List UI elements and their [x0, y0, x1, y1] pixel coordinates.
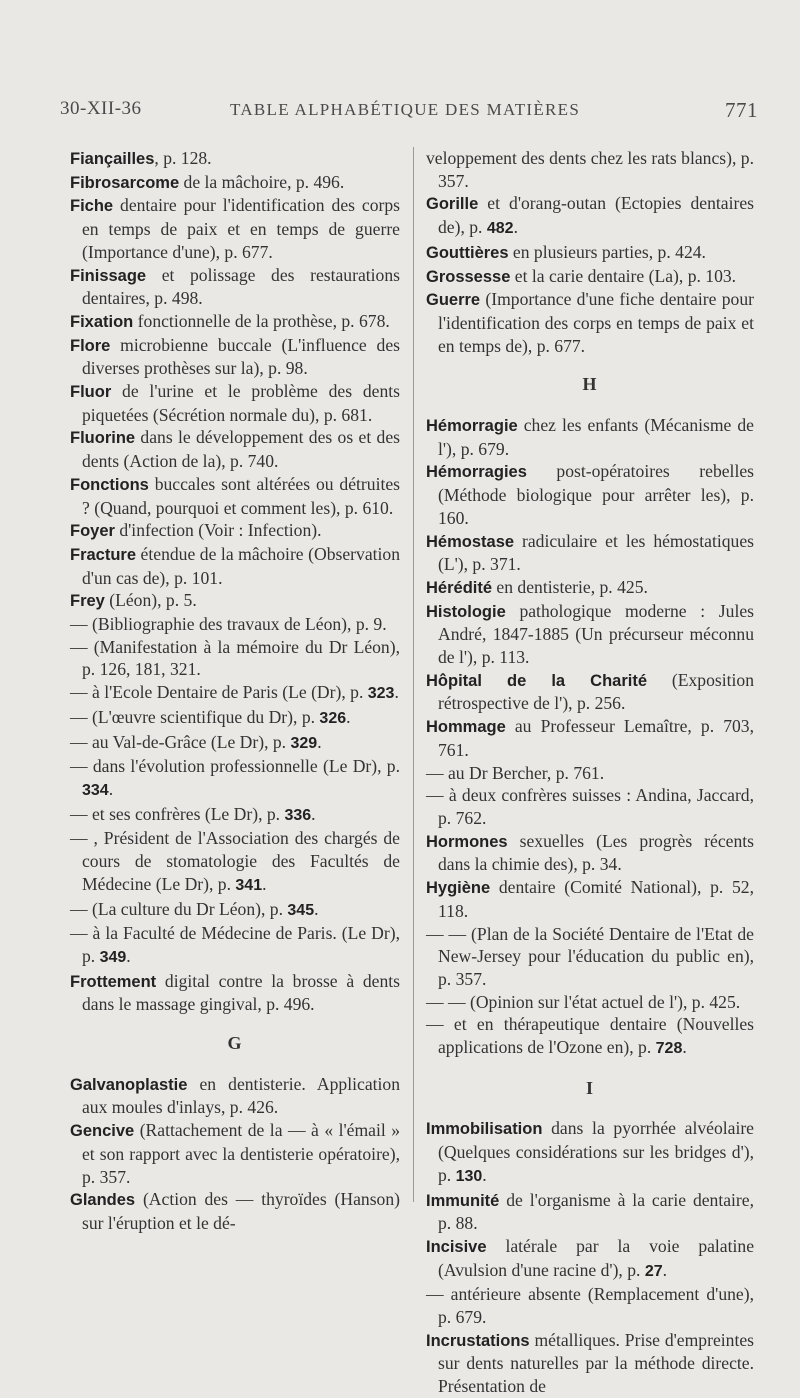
entry-heading: Immobilisation — [426, 1120, 543, 1139]
entry-page-bold: 336 — [284, 806, 312, 824]
left-column — [70, 147, 400, 1235]
entry-text: buccales sont altérées ou détruites ? (Quand, pourquoi et comment les), p. 610. — [82, 473, 400, 518]
entry-text: — — (Opinion sur l'état actuel de l'), p. 425. — [426, 991, 741, 1012]
page-number: 771 — [725, 98, 758, 122]
entry-tail: . — [126, 945, 131, 966]
entry-text: , p. 128. — [154, 148, 212, 168]
entry-text: (Rattachement de la — à « l'émail » et son rapport avec la dentisterie opératoire), p. 357. — [82, 1120, 400, 1187]
index-entry — [70, 636, 400, 681]
page-title: TABLE ALPHABÉTIQUE DES MATIÈRES — [230, 100, 581, 119]
entry-text: (Action des — thyroïdes (Hanson) sur l'éruption et le dé- — [82, 1189, 400, 1233]
entry-heading: Gouttières — [426, 243, 509, 262]
index-entry — [426, 147, 754, 192]
entry-heading: Fiançailles — [70, 150, 155, 168]
page-header — [60, 98, 758, 128]
index-entry — [70, 706, 400, 731]
entry-text: en dentisterie. Application aux moules d'inlays, p. 426. — [82, 1073, 400, 1118]
entry-heading: Flore — [70, 336, 111, 355]
entry-heading: Hérédité — [426, 578, 493, 597]
entry-heading: Hommage — [426, 718, 506, 737]
entry-heading: Fluorine — [70, 429, 136, 448]
index-entry — [426, 1283, 754, 1328]
entry-tail: . — [314, 898, 319, 919]
entry-heading: Fibrosarcome — [70, 173, 180, 192]
entry-text: veloppement des dents chez les rats blancs), p. 357. — [426, 148, 754, 191]
index-entry — [426, 923, 754, 991]
index-entry — [426, 192, 754, 240]
index-entry — [426, 460, 754, 529]
header-date: 30-XII-36 — [60, 98, 142, 119]
entry-page-bold: 349 — [99, 948, 127, 966]
index-entry — [426, 265, 754, 289]
index-entry — [70, 803, 400, 828]
entry-text: de la mâchoire, p. 496. — [179, 171, 345, 192]
entry-heading: Frey — [70, 592, 105, 611]
index-entry — [70, 681, 400, 706]
column-divider — [413, 147, 414, 1202]
entry-tail: . — [513, 217, 518, 238]
entry-text: dans la pyorrhée alvéolaire (Quelques considérations sur les bridges d'), p. — [438, 1118, 754, 1185]
entry-text: microbienne buccale (L'influence des diverses prothèses sur la), p. 98. — [82, 334, 400, 379]
entry-heading: Grossesse — [426, 267, 511, 286]
index-entry — [70, 613, 400, 636]
entry-heading: Incisive — [426, 1237, 487, 1256]
section-letter: G — [227, 1033, 243, 1054]
section-letter: I — [585, 1077, 594, 1098]
entry-text: d'infection (Voir : Infection). — [114, 520, 322, 541]
entry-text: sexuelles (Les progrès récents dans la chimie des), p. 34. — [438, 830, 754, 875]
entry-heading: Hémorragies — [426, 463, 527, 482]
index-entry — [426, 830, 754, 876]
entry-text: pathologique moderne : Jules André, 1847-1885 (Un précurseur méconnu de l'), p. 113. — [438, 600, 754, 668]
index-entry — [426, 1013, 754, 1060]
index-entry — [70, 264, 400, 310]
entry-text: de l'urine et le problème des dents piquetées (Sécrétion normale du), p. 681. — [82, 381, 400, 425]
entry-heading: Fonctions — [70, 475, 149, 494]
index-entry — [426, 1235, 754, 1283]
entry-heading: Gorille — [426, 195, 479, 214]
right-column — [426, 147, 754, 1398]
entry-tail: . — [108, 778, 114, 799]
index-entry — [70, 171, 400, 195]
entry-heading: Hémostase — [426, 532, 515, 551]
entry-heading: Hémorragie — [426, 417, 518, 436]
entry-text: — (Manifestation à la mémoire du Dr Léon), p. 126, 181, 321. — [70, 636, 400, 680]
index-entry — [426, 715, 754, 761]
index-entry — [426, 600, 754, 669]
entry-text: — au Val-de-Grâce (Le Dr), p. — [70, 731, 291, 752]
entry-tail: . — [394, 682, 399, 703]
entry-text: fonctionnelle de la prothèse, p. 678. — [133, 310, 390, 331]
entry-text: (Importance d'une fiche dentaire pour l'identification des corps en temps de paix et en temps de), p. 677. — [438, 289, 754, 356]
entry-heading: Galvanoplastie — [70, 1075, 188, 1094]
index-entry — [426, 991, 754, 1014]
entry-text: dentaire (Comité National), p. 52, 118. — [438, 877, 754, 921]
index-entry — [426, 241, 754, 265]
index-entry — [70, 898, 400, 923]
entry-heading: Fluor — [70, 383, 112, 402]
entry-tail: . — [317, 731, 322, 752]
entry-heading: Hormones — [426, 832, 508, 851]
entry-text: et polissage des restaurations dentaires, p. 498. — [82, 264, 400, 309]
entry-heading: Fiche — [70, 197, 114, 216]
entry-text: latérale par la voie palatine (Avulsion d'une racine d'), p. — [438, 1235, 754, 1280]
entry-heading: Hôpital de la Charité — [426, 671, 648, 690]
entry-tail: . — [262, 873, 267, 894]
entry-text: — et ses confrères (Le Dr), p. — [70, 803, 285, 824]
entry-heading: Fixation — [70, 312, 134, 331]
index-entry — [426, 288, 754, 357]
index-entry — [426, 784, 754, 829]
entry-text: et d'orang-outan (Ectopies dentaires de), p. — [438, 193, 754, 238]
entry-page-bold: 341 — [235, 876, 263, 894]
entry-heading: Histologie — [426, 602, 506, 621]
entry-heading: Gencive — [70, 1122, 135, 1141]
entry-text: — (La culture du Dr Léon), p. — [70, 898, 288, 919]
index-entry — [426, 414, 754, 460]
entry-heading: Finissage — [70, 266, 147, 285]
entry-page-bold: 130 — [455, 1167, 483, 1185]
entry-text: en dentisterie, p. 425. — [492, 576, 648, 597]
index-entry — [426, 530, 754, 576]
index-entry — [426, 576, 754, 600]
entry-page-bold: 728 — [655, 1040, 683, 1058]
entry-text: et la carie dentaire (La), p. 103. — [510, 265, 737, 286]
entry-text: — au Dr Bercher, p. 761. — [426, 762, 605, 783]
entry-page-bold: 482 — [486, 220, 514, 238]
entry-text: — (Bibliographie des travaux de Léon), p. 9. — [70, 614, 387, 635]
index-entry — [70, 147, 400, 171]
entry-text: dentaire pour l'identification des corps en temps de paix et en temps de guerre (Importance d'une), p. 677. — [82, 195, 400, 262]
index-entry — [426, 876, 754, 922]
entry-heading: Fracture — [70, 545, 137, 564]
entry-text: étendue de la mâchoire (Observation d'un cas de), p. 101. — [82, 543, 400, 588]
entry-text: — à deux confrères suisses : Andina, Jaccard, p. 762. — [426, 785, 754, 828]
entry-heading: Immunité — [426, 1191, 500, 1210]
entry-text: métalliques. Prise d'empreintes sur dents naturelles par la méthode directe. Présentation de — [438, 1329, 754, 1397]
entry-tail: . — [662, 1259, 668, 1280]
index-entry — [70, 589, 400, 613]
index-entry — [70, 755, 400, 802]
entry-page-bold: 323 — [367, 685, 395, 703]
entry-text: — à l'Ecole Dentaire de Paris (Le (Dr), p. — [70, 682, 368, 703]
entry-text: (Léon), p. 5. — [104, 590, 197, 611]
entry-text: — (L'œuvre scientifique du Dr), p. — [70, 706, 320, 727]
index-entry — [70, 1188, 400, 1234]
entry-heading: Foyer — [70, 522, 115, 541]
entry-tail: . — [346, 706, 351, 727]
index-entry — [70, 1119, 400, 1188]
index-entry — [426, 1117, 754, 1188]
index-entry — [426, 669, 754, 715]
entry-text: au Professeur Lemaître, p. 703, 761. — [438, 716, 754, 760]
entry-text: de l'organisme à la carie dentaire, p. 88. — [438, 1189, 754, 1234]
index-entry — [70, 827, 400, 897]
entry-text: (Exposition rétrospective de l'), p. 256. — [438, 669, 755, 714]
entry-tail: . — [311, 803, 316, 824]
entry-heading: Hygiène — [426, 879, 491, 898]
entry-page-bold: 27 — [644, 1262, 663, 1280]
index-entry — [70, 426, 400, 472]
index-entry — [70, 194, 400, 263]
entry-page-bold: 334 — [82, 781, 109, 799]
index-entry — [70, 519, 400, 543]
index-entry — [426, 1189, 754, 1235]
entry-text: post-opératoires rebelles (Méthode biologique pour arrêter les), p. 160. — [438, 461, 754, 528]
entry-tail: . — [682, 1037, 687, 1058]
index-entry — [70, 922, 400, 969]
entry-text: — , Président de l'Association des chargés de cours de stomatologie des Facultés de Médecine (Le Dr), p. — [70, 828, 400, 894]
entry-page-bold: 326 — [319, 709, 347, 727]
entry-tail: . — [482, 1164, 487, 1185]
entry-text: en plusieurs parties, p. 424. — [508, 241, 706, 262]
index-entry — [426, 1329, 754, 1398]
index-entry — [70, 970, 400, 1016]
entry-text: — dans l'évolution professionnelle (Le Dr), p. — [70, 756, 400, 777]
entry-page-bold: 345 — [287, 901, 315, 919]
section-letter: H — [582, 374, 598, 395]
entry-heading: Incrustations — [426, 1331, 530, 1350]
index-entry — [70, 731, 400, 756]
index-entry — [70, 334, 400, 380]
entry-text: — à la Faculté de Médecine de Paris. (Le Dr), p. — [70, 923, 400, 966]
entry-page-bold: 329 — [290, 734, 318, 752]
entry-heading: Glandes — [70, 1191, 136, 1210]
index-entry — [70, 1073, 400, 1119]
entry-text: radiculaire et les hémostatiques (L'), p. 371. — [438, 530, 754, 575]
entry-text: digital contre la brosse à dents dans le massage gingival, p. 496. — [82, 970, 400, 1015]
entry-text: chez les enfants (Mécanisme de l'), p. 679. — [438, 415, 754, 459]
index-entry — [70, 310, 400, 334]
entry-text: dans le développement des os et des dents (Action de la), p. 740. — [82, 427, 400, 472]
entry-text: — — (Plan de la Société Dentaire de l'Etat de New-Jersey pour l'éducation du public en), p. 357. — [426, 923, 754, 989]
index-entry — [426, 762, 754, 785]
entry-heading: Guerre — [426, 291, 481, 310]
index-entry — [70, 380, 400, 426]
index-entry — [70, 473, 400, 519]
index-entry — [70, 543, 400, 589]
entry-heading: Frottement — [70, 972, 157, 991]
entry-text: — et en thérapeutique dentaire (Nouvelles applications de l'Ozone en), p. — [426, 1014, 754, 1058]
entry-text: — antérieure absente (Remplacement d'une), p. 679. — [426, 1284, 754, 1328]
